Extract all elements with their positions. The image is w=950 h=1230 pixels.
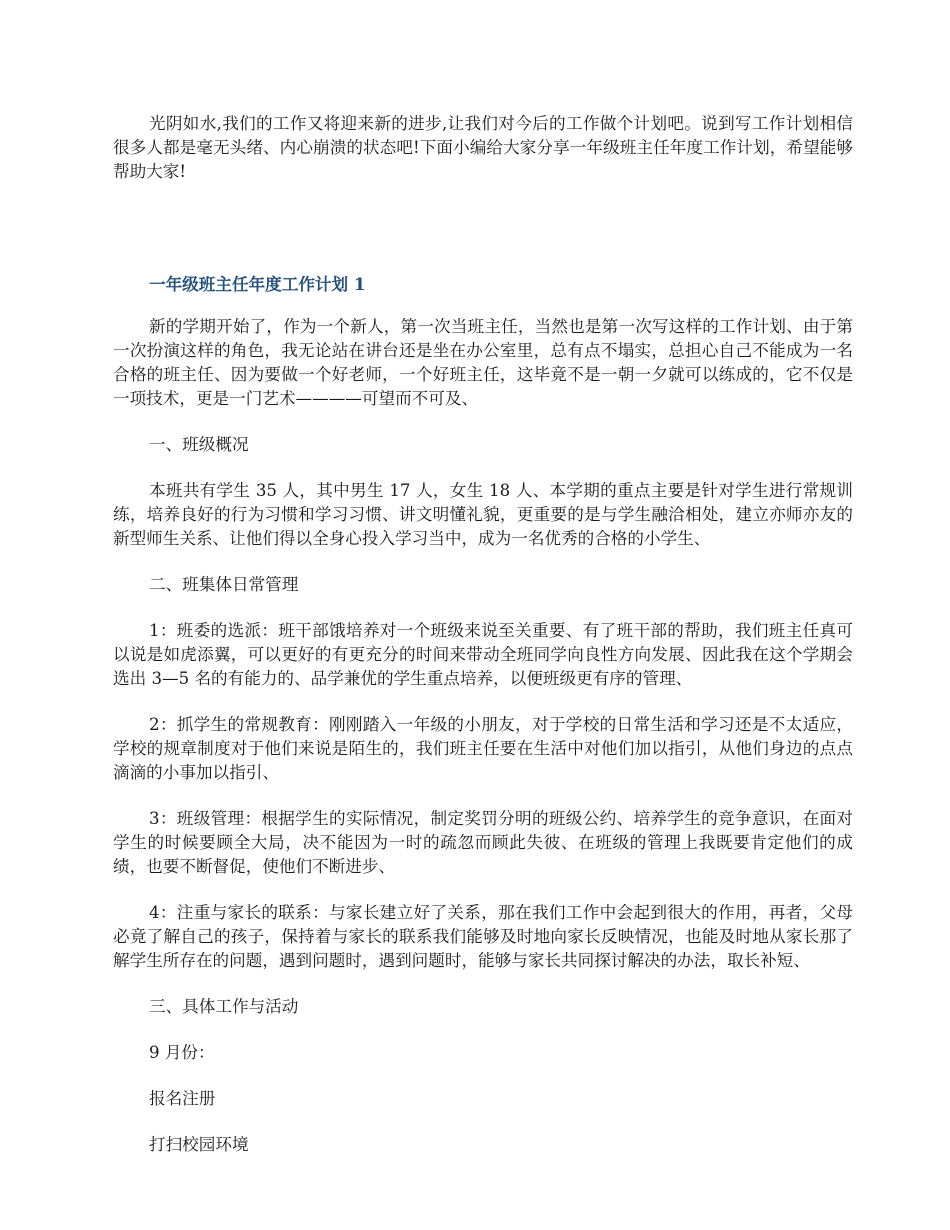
subheading-class-overview: 一、班级概况 — [149, 435, 249, 454]
paragraph-item-4: 4：注重与家长的联系：与家长建立好了关系，那在我们工作中会起到很大的作用，再者，父母必竟了解自己的孩子，保持着与家长的联系我们能够及时地向家长反映情况，也能及时地从家长那了解学生所存在的问题，遇到问题时，遇到问题时，能够与家长共同探讨解决的办法，取长补短、 — [113, 903, 853, 970]
activity-item: 打扫校园环境 — [149, 1135, 249, 1154]
paragraph-item-1: 1：班委的选派：班干部饿培养对一个班级来说至关重要、有了班干部的帮助，我们班主任真可以说是如虎添翼，可以更好的有更充分的时间来带动全班同学向良性方向发展、因此我在这个学期会选出 3—5 名的有能力的、品学兼优的学生重点培养，以便班级更有序的管理、 — [113, 621, 853, 688]
subheading-daily-management: 二、班集体日常管理 — [149, 575, 299, 594]
month-label: 9 月份： — [149, 1043, 215, 1062]
section-heading: 一年级班主任年度工作计划 1 — [149, 274, 366, 294]
intro-paragraph: 光阴如水,我们的工作又将迎来新的进步,让我们对今后的工作做个计划吧。说到写工作计划相信很多人都是毫无头绪、内心崩溃的状态吧!下面小编给大家分享一年级班主任年度工作计划，希望能够帮助大家! — [113, 114, 853, 181]
subheading-activities: 三、具体工作与活动 — [149, 997, 299, 1016]
paragraph-item-3: 3：班级管理：根据学生的实际情况，制定奖罚分明的班级公约、培养学生的竞争意识，在面对学生的时候要顾全大局，决不能因为一时的疏忽而顾此失彼、在班级的管理上我既要肯定他们的成绩，也要不断督促，使他们不断进步、 — [113, 809, 853, 876]
paragraph-class-overview: 本班共有学生 35 人，其中男生 17 人，女生 18 人、本学期的重点主要是针对学生进行常规训练，培养良好的行为习惯和学习习惯、讲文明懂礼貌，更重要的是与学生融洽相处，建立亦师亦友的新型师生关系、让他们得以全身心投入学习当中，成为一名优秀的合格的小学生、 — [113, 481, 853, 548]
paragraph-opening: 新的学期开始了，作为一个新人，第一次当班主任，当然也是第一次写这样的工作计划、由于第一次扮演这样的角色，我无论站在讲台还是坐在办公室里，总有点不塌实，总担心自己不能成为一名合格的班主任、因为要做一个好老师，一个好班主任，这毕竟不是一朝一夕就可以练成的，它不仅是一项技术，更是一门艺术————可望而不可及、 — [113, 317, 853, 408]
activity-item: 报名注册 — [149, 1089, 216, 1108]
document-page — [113, 112, 853, 1157]
paragraph-item-2: 2：抓学生的常规教育：刚刚踏入一年级的小朋友，对于学校的日常生活和学习还是不太适应，学校的规章制度对于他们来说是陌生的，我们班主任要在生活中对他们加以指引，从他们身边的点点滴滴的小事加以指引、 — [113, 715, 853, 782]
